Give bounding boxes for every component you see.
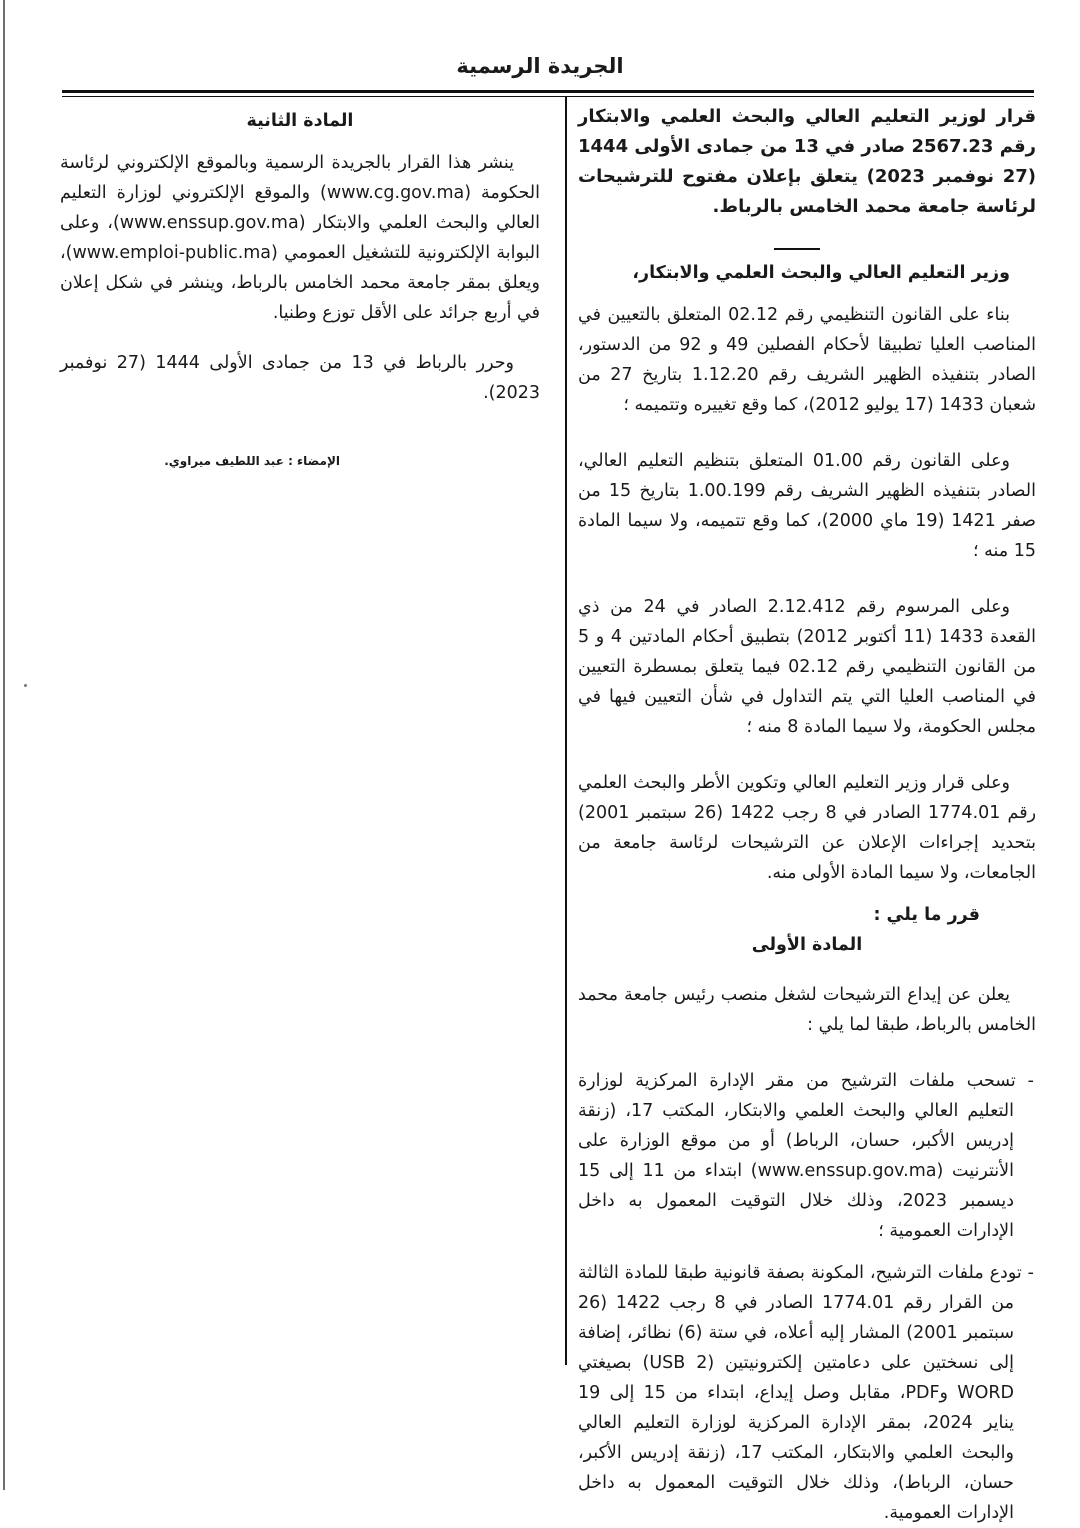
minister-line: وزير التعليم العالي والبحث العلمي والابتكار، <box>632 263 1010 283</box>
article-2-text: ينشر هذا القرار بالجريدة الرسمية وبالموقع الإلكتروني لرئاسة الحكومة (www.cg.gov.ma) والموقع الإلكتروني لوزارة التعليم العالي والبحث العلمي والابتكار (www.enssup.gov.ma)، وعلى البوابة الإلكترونية للتشغيل العمومي (www.emploi-public.ma)، ويعلق بمقر جامعة محمد الخامس بالرباط، وينشر في شكل إعلان في أربع جرائد على الأقل توزع وطنيا. <box>60 153 541 323</box>
article-1-intro: يعلن عن إيداع الترشيحات لشغل منصب رئيس جامعة محمد الخامس بالرباط، طبقا لما يلي : <box>578 985 1036 1035</box>
recital-paragraph: وعلى المرسوم رقم 2.12.412 الصادر في 24 من ذي القعدة 1433 (11 أكتوبر 2012) بتطبيق أحكام المادتين 4 و 5 من القانون التنظيمي رقم 02.12 فيما يتعلق بمسطرة التعيين في المناصب العليا التي يتم التداول في شأن التعيين فيها في مجلس الحكومة، ولا سيما المادة 8 منه ؛ <box>578 597 1036 737</box>
article-1-bullet: - تسحب ملفات الترشيح من مقر الإدارة المركزية لوزارة التعليم العالي والبحث العلمي والابتكار، المكتب 17، (زنقة إدريس الأكبر، حسان، الرباط) أو من موقع الوزارة على الأنترنيت (www.enssup.gov.ma) ابتداء من 11 إلى 15 ديسمبر 2023، وذلك خلال التوقيت المعمول به داخل الإدارات العمومية ؛ <box>578 1071 1034 1241</box>
recital-paragraph: بناء على القانون التنظيمي رقم 02.12 المتعلق بالتعيين في المناصب العليا تطبيقا لأحكام الفصلين 49 و 92 من الدستور، الصادر بتنفيذه الظهير الشريف رقم 1.12.20 بتاريخ 27 من شعبان 1433 (17 يوليو 2012)، كما وقع تغييره وتتميمه ؛ <box>578 305 1037 415</box>
decides-line: قرر ما يلي : <box>873 905 980 925</box>
right-column <box>578 102 1036 1528</box>
title-separator <box>774 248 820 250</box>
recital-paragraph: وعلى قرار وزير التعليم العالي وتكوين الأطر والبحث العلمي رقم 1774.01 الصادر في 8 رجب 1422 (26 سبتمبر 2001) بتحديد إجراءات الإعلان عن الترشيحات لرئاسة جامعة من الجامعات، ولا سيما المادة الأولى منه. <box>578 773 1037 883</box>
article-1-heading: المادة الأولى <box>751 935 863 955</box>
signature: الإمضاء : عبد اللطيف ميراوي. <box>164 454 340 468</box>
recital-paragraph: وعلى القانون رقم 01.00 المتعلق بتنظيم التعليم العالي، الصادر بتنفيذه الظهير الشريف رقم 1.00.199 بتاريخ 15 من صفر 1421 (19 ماي 2000)، كما وقع تتميمه، ولا سيما المادة 15 منه ؛ <box>578 451 1037 561</box>
decree-title: قرار لوزير التعليم العالي والبحث العلمي والابتكار رقم 2567.23 صادر في 13 من جمادى الأولى 1444 (27 نوفمبر 2023) يتعلق بإعلان مفتوح للترشيحات لرئاسة جامعة محمد الخامس بالرباط. <box>578 106 1036 217</box>
header-rule-thin <box>62 96 1034 97</box>
done-at-line: وحرر بالرباط في 13 من جمادى الأولى 1444 (27 نوفمبر 2023). <box>60 353 540 403</box>
column-divider <box>565 97 567 1365</box>
gazette-title: الجريدة الرسمية <box>456 54 624 78</box>
header-rule-thick <box>62 90 1034 93</box>
scan-speck <box>24 684 27 687</box>
scan-page-edge <box>3 0 5 1490</box>
left-column <box>60 106 540 476</box>
article-1-bullet: - تودع ملفات الترشيح، المكونة بصفة قانونية طبقا للمادة الثالثة من القرار رقم 1774.01 الصادر في 8 رجب 1422 (26 سبتمبر 2001) المشار إليه أعلاه، في ستة (6) نظائر، إضافة إلى نسختين على دعامتين إلكترونيتين (2 USB) بصيغتي WORD وPDF، مقابل وصل إيداع، ابتداء من 15 إلى 19 يناير 2024، بمقر الإدارة المركزية لوزارة التعليم العالي والبحث العلمي والابتكار، المكتب 17، (زنقة إدريس الأكبر، حسان، الرباط)، وذلك خلال التوقيت المعمول به داخل الإدارات العمومية. <box>578 1263 1034 1523</box>
article-2-heading: المادة الثانية <box>246 111 354 131</box>
